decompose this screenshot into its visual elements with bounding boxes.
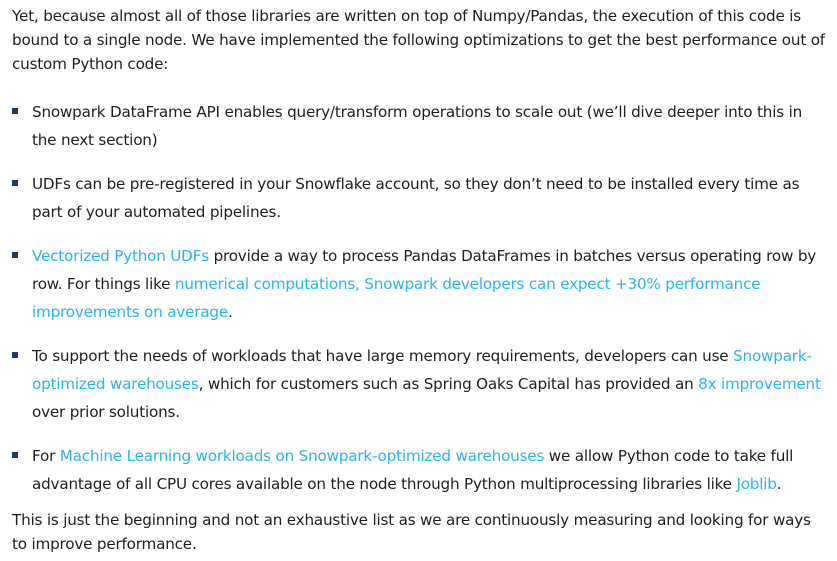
optimizations-list	[12, 98, 825, 498]
list-item-dataframe-api	[12, 98, 825, 154]
bullet-square-icon	[12, 452, 18, 458]
bullet-square-icon	[12, 180, 18, 186]
list-item-text: , which for customers such as Spring Oaks Capital has provided an	[198, 375, 699, 393]
link-snowpark-optimized-warehouses[interactable]: Snowpark-optimized warehouses	[32, 347, 812, 393]
list-item-vectorized-udfs	[12, 242, 825, 326]
link-8x-improvement[interactable]: 8x improvement	[698, 375, 821, 393]
list-item-memory-workloads	[12, 342, 825, 426]
link-ml-workloads[interactable]: Machine Learning workloads on Snowpark-optimized warehouses	[59, 447, 545, 465]
list-item-text: To support the needs of workloads that have large memory requirements, developers can use	[32, 347, 734, 365]
list-item-ml-workloads	[12, 442, 825, 498]
link-numerical-computations[interactable]: numerical computations, Snowpark developers can expect +30% performance improvements on average	[32, 275, 761, 321]
list-item-text: .	[776, 475, 782, 493]
list-item-text: UDFs can be pre-registered in your Snowflake account, so they don’t need to be installed every time as part of your automated pipelines.	[32, 175, 800, 221]
list-item-udf-preregistration	[12, 170, 825, 226]
list-item-text: .	[227, 303, 233, 321]
list-item-text: For	[32, 447, 60, 465]
intro-paragraph: Yet, because almost all of those libraries are written on top of Numpy/Pandas, the execution of this code is bound to a single node. We have implemented the following optimizations to get the best performance out of custom Python code:	[12, 7, 825, 73]
bullet-square-icon	[12, 252, 18, 258]
link-joblib[interactable]: Joblib	[736, 475, 777, 493]
link-vectorized-python-udfs[interactable]: Vectorized Python UDFs	[32, 247, 209, 265]
outro-paragraph: This is just the beginning and not an exhaustive list as we are continuously measuring and looking for ways to improve performance.	[12, 511, 811, 553]
bullet-square-icon	[12, 108, 18, 114]
list-item-text: we allow Python code to take full advantage of all CPU cores available on the node through Python multiprocessing libraries like	[32, 447, 794, 493]
list-item-text: provide a way to process Pandas DataFrames in batches versus operating row by row. For things like	[32, 247, 817, 293]
bullet-square-icon	[12, 352, 18, 358]
list-item-text: Snowpark DataFrame API enables query/transform operations to scale out (we’ll dive deeper into this in the next section)	[32, 103, 803, 149]
list-item-text: over prior solutions.	[32, 403, 180, 421]
